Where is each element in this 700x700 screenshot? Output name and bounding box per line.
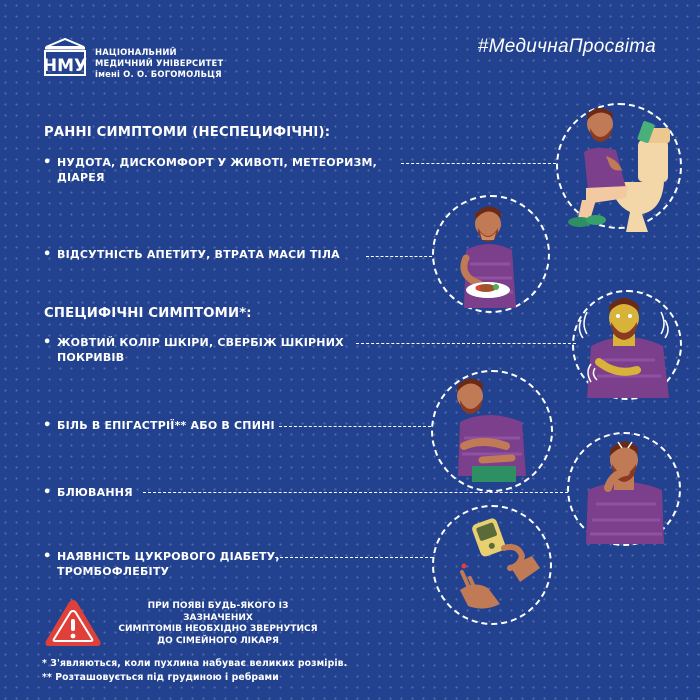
university-name-line2: МЕДИЧНИЙ УНІВЕРСИТЕТ: [95, 58, 224, 68]
connector-line: [356, 343, 576, 344]
symptom-jaundice: • ЖОВТИЙ КОЛІР ШКІРИ, СВЕРБІЖ ШКІРНИХ ПОКРИВІВ: [57, 335, 377, 365]
symptom-text: ТРОМБОФЛЕБІТУ: [57, 565, 170, 578]
footnote-2: ** Розташовується під грудиною і ребрами: [42, 672, 279, 683]
symptom-pain: • БІЛЬ В ЕПІГАСТРІЇ** АБО В СПИНІ: [57, 418, 297, 433]
symptom-text: ПОКРИВІВ: [57, 351, 125, 364]
symptom-text: НАЯВНІСТЬ ЦУКРОВОГО ДІАБЕТУ,: [57, 550, 280, 563]
early-symptoms-title: РАННІ СИМПТОМИ (НЕСПЕЦИФІЧНІ):: [44, 125, 331, 140]
symptom-text: БІЛЬ В ЕПІГАСТРІЇ** АБО В СПИНІ: [57, 419, 275, 432]
footnote-1: * З'являються, коли пухлина набуває великих розмірів.: [42, 658, 348, 669]
nausea-man-illustration: [440, 198, 550, 316]
toilet-man-illustration: [556, 100, 686, 240]
warning-line: ДО СІМЕЙНОГО ЛІКАРЯ: [157, 635, 279, 646]
university-name: [95, 47, 223, 80]
symptom-text: ЖОВТИЙ КОЛІР ШКІРИ, СВЕРБІЖ ШКІРНИХ: [57, 336, 344, 349]
jaundice-man-illustration: [573, 290, 685, 402]
connector-line: [143, 492, 568, 493]
symptom-text: ДІАРЕЯ: [57, 171, 105, 184]
connector-line: [275, 557, 433, 558]
warning-line: СИМПТОМІВ НЕОБХІДНО ЗВЕРНУТИСЯ: [118, 624, 318, 634]
symptom-nausea: • НУДОТА, ДИСКОМФОРТ У ЖИВОТІ, МЕТЕОРИЗМ, ДІАРЕЯ: [57, 155, 397, 185]
vomiting-man-illustration: [570, 434, 682, 546]
university-name-line3: імені О. О. БОГОМОЛЬЦЯ: [95, 69, 222, 79]
specific-symptoms-title: СПЕЦИФІЧНІ СИМПТОМИ*:: [44, 306, 252, 321]
symptom-vomiting: • БЛЮВАННЯ: [57, 485, 157, 500]
stomach-pain-man-illustration: [436, 372, 551, 490]
connector-line: [366, 256, 432, 257]
connector-line: [401, 163, 556, 164]
symptom-text: БЛЮВАННЯ: [57, 486, 133, 499]
university-name-line1: НАЦІОНАЛЬНИЙ: [95, 47, 177, 57]
warning-message: [113, 601, 323, 647]
university-logo-icon: [42, 38, 88, 76]
glucometer-illustration: [440, 508, 552, 620]
connector-line: [279, 426, 431, 427]
warning-triangle-icon: [43, 597, 103, 649]
symptom-text: ВІДСУТНІСТЬ АПЕТИТУ, ВТРАТА МАСИ ТІЛА: [57, 248, 340, 261]
symptom-text: НУДОТА, ДИСКОМФОРТ У ЖИВОТІ, МЕТЕОРИЗМ,: [57, 156, 378, 169]
symptom-diabetes: • НАЯВНІСТЬ ЦУКРОВОГО ДІАБЕТУ, ТРОМБОФЛЕБІТУ: [57, 549, 317, 579]
symptom-appetite: • ВІДСУТНІСТЬ АПЕТИТУ, ВТРАТА МАСИ ТІЛА: [57, 247, 357, 262]
warning-line: ПРИ ПОЯВІ БУДЬ-ЯКОГО ІЗ ЗАЗНАЧЕНИХ: [147, 601, 289, 623]
logo-letters: НМУ: [42, 56, 88, 76]
hashtag: #МедичнаПросвіта: [477, 36, 656, 57]
